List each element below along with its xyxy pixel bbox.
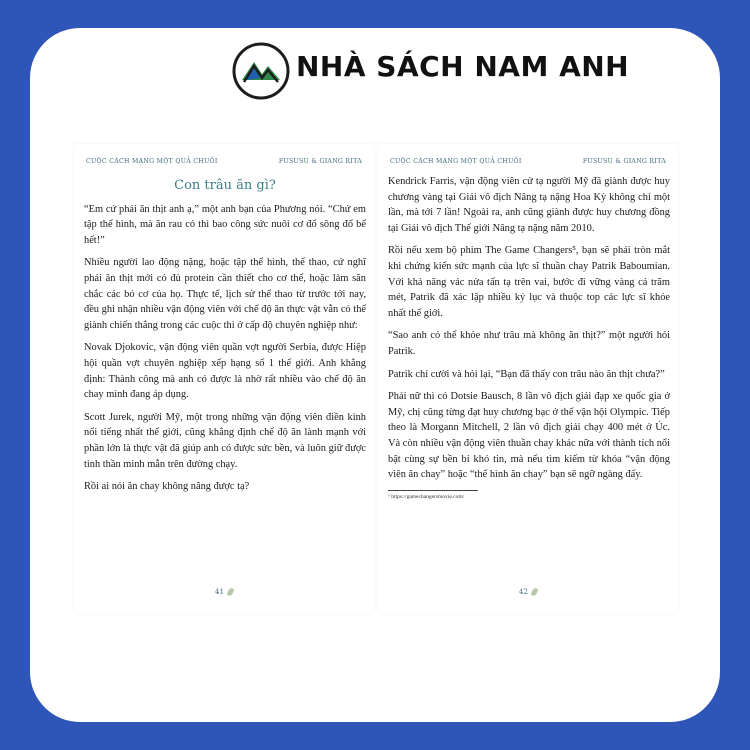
paragraph: Phải nữ thì có Dotsie Bausch, 8 lần vô địch giải đạp xe quốc gia ở Mỹ, chị cũng từng đạt huy chương bạc ở thế vận hội Olympic. Tiếp theo là Morgann Mitchell, 2 lần vô địch giải chạy 400 mét ở Úc. Và còn nhiều vận động viên thuần chay khác nữa với thành tích nổi bật cùng sự bền bỉ khó tin, mà nếu tìm kiếm từ khóa “vận động viên ăn chay” hoặc “thể hình ăn chay” bạn sẽ ngỡ ngàng đấy.	[388, 391, 670, 481]
brand-header	[30, 36, 720, 106]
paragraph: Kendrick Farris, vận động viên cử tạ người Mỹ đã giành được huy chương vàng tại Giải vô địch Nâng tạ nặng Hoa Kỳ không chỉ một lần, mà tới 7 lần! Ngoài ra, anh cũng giành được huy chương đồng tại Giải vô địch Thế giới Nâng tạ nặng năm 2010.	[388, 176, 670, 234]
paragraph: “Sao anh có thể khỏe như trâu mà không ăn thịt?” một người hỏi Patrik.	[388, 330, 670, 357]
right-page	[378, 144, 678, 614]
paragraph: Nhiều người lao động nặng, hoặc tập thể hình, thể thao, cứ nghĩ phải ăn thịt mới có đủ protein cần thiết cho cơ thể, hoặc làm săn chắc các bó cơ của họ. Thực tế, lịch sử thể thao từ trước tới nay, đều ghi nhận nhiều vận động viên với chế độ ăn thực vật vẫn có thể giành chiến thắng trong các cuộc thi ở cấp độ chuyên nghiệp như:	[84, 257, 366, 331]
page-number-text: 42	[519, 588, 528, 596]
footnote: ⁵ https://gamechangersmovie.com/	[388, 493, 465, 500]
footnote-rule	[388, 490, 478, 491]
book-spread	[74, 144, 678, 614]
mountain-logo-icon	[232, 42, 290, 100]
brand-name: NHÀ SÁCH NAM ANH	[296, 50, 630, 83]
page-body	[388, 174, 670, 501]
page-body	[84, 174, 366, 502]
paragraph: Scott Jurek, người Mỹ, một trong những vận động viên điền kinh nổi tiếng nhất thế giới, cũng khẳng định chế độ ăn lành mạnh với phần lớn là thực vật đã giúp anh có được sức bền, và luôn giữ được tinh thần minh mẫn trên đường chạy.	[84, 411, 366, 470]
leaf-icon	[227, 587, 234, 596]
paragraph: Novak Djokovic, vận động viên quần vợt người Serbia, được Hiệp hội quần vợt chuyên nghiệp xếp hạng số 1 thế giới. Anh khẳng định: Thành công mà anh có được là nhờ rất nhiều vào chế độ ăn chay mình đang áp dụng.	[84, 342, 366, 401]
running-header-title: CUỘC CÁCH MẠNG MỘT QUẢ CHUỐI	[390, 158, 522, 165]
running-header-authors: FUSUSU & GIANG RITA	[278, 158, 362, 165]
chapter-title: Con trâu ăn gì?	[174, 178, 276, 193]
paragraph: Rồi ai nói ăn chay không nâng được tạ?	[84, 481, 250, 493]
page-number	[74, 588, 374, 596]
paragraph: Rồi nếu xem bộ phim The Game Changers⁵, bạn sẽ phải tròn mắt khi chứng kiến sức mạnh của lực sĩ thuần chay Patrik Baboumian. Với khả năng vác nửa tấn tạ trên vai, bước đi vững vàng cả trăm mét, Patrik đã xác lập nhiều kỷ lục và thuộc top các lực sĩ khỏe nhất thế giới.	[388, 245, 670, 319]
page-number-text: 41	[215, 588, 224, 596]
paragraph: Patrik chỉ cười và hỏi lại, “Bạn đã thấy con trâu nào ăn thịt chưa?”	[388, 368, 665, 380]
page-number	[378, 588, 678, 596]
leaf-icon	[531, 587, 538, 596]
white-panel	[30, 28, 720, 722]
running-header-title: CUỘC CÁCH MẠNG MỘT QUẢ CHUỐI	[86, 158, 218, 165]
left-page	[74, 144, 374, 614]
running-header-authors: FUSUSU & GIANG RITA	[582, 158, 666, 165]
paragraph: “Em cứ phải ăn thịt anh ạ,” một anh bạn của Phương nói. “Chứ em tập thể hình, mà ăn rau cỏ thì bao công sức nuôi cơ đổ sông đổ bể hết!”	[84, 203, 366, 246]
